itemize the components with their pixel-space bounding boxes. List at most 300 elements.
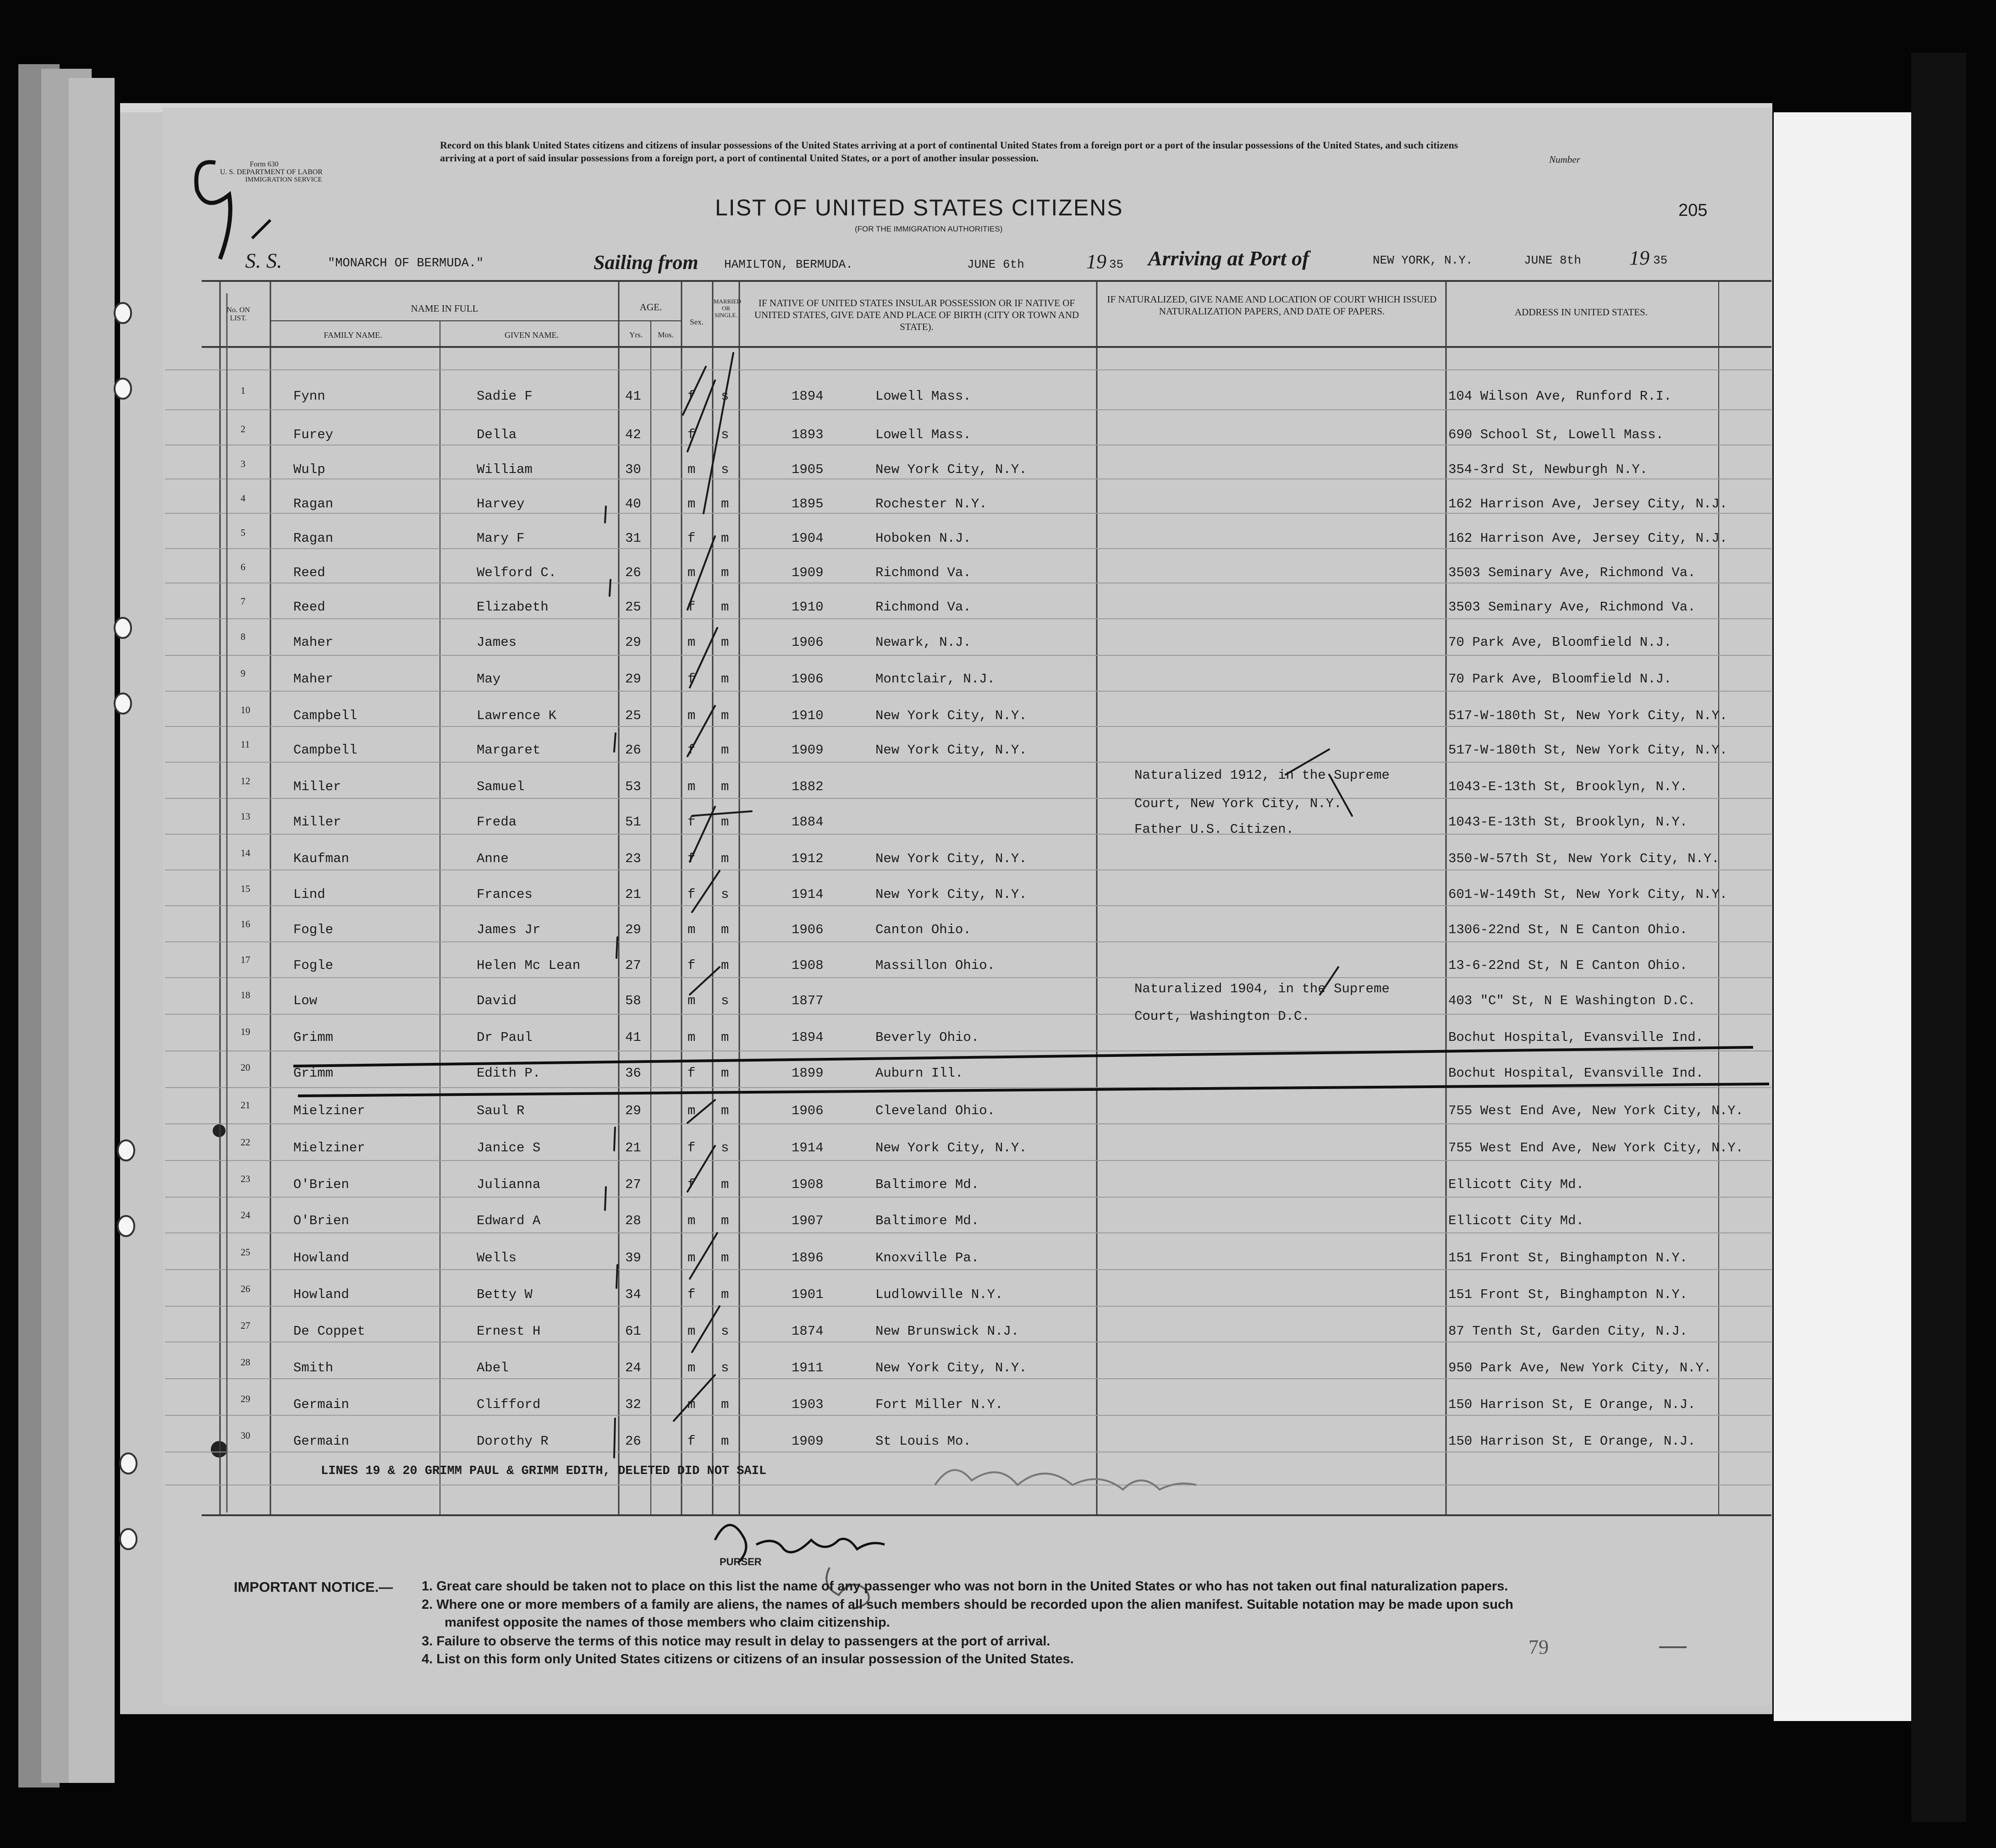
address: 354-3rd St, Newburgh N.Y. [1448, 462, 1648, 477]
row-number: 18 [241, 990, 250, 1001]
row-number: 4 [241, 493, 246, 504]
col-age: AGE. [639, 302, 662, 313]
birth-year: 1909 [792, 565, 824, 580]
arriving-port: NEW YORK, N.Y. [1373, 253, 1473, 267]
age: 29 [625, 922, 641, 937]
birth-year: 1905 [792, 462, 824, 477]
given-name: Dr Paul [477, 1030, 533, 1045]
family-name: O'Brien [293, 1177, 349, 1192]
table-row [0, 739, 1996, 779]
birth-year: 1909 [792, 1434, 824, 1449]
birth-year: 1914 [792, 887, 824, 902]
marital-status: s [721, 1140, 729, 1155]
marital-status: m [721, 1397, 729, 1412]
row-number: 16 [241, 918, 250, 930]
marital-status: m [721, 742, 729, 758]
birth-year: 1906 [792, 1103, 824, 1118]
age: 26 [625, 742, 641, 758]
row-number: 20 [241, 1062, 250, 1073]
marital-status: m [721, 779, 729, 794]
col-given-name: GIVEN NAME. [505, 330, 559, 340]
birth-year: 1884 [792, 814, 824, 830]
age: 61 [625, 1324, 641, 1339]
given-name: Edith P. [477, 1066, 541, 1081]
birth-year: 1896 [792, 1250, 824, 1265]
given-name: Frances [477, 887, 533, 902]
birth-place: New York City, N.Y. [875, 742, 1027, 758]
given-name: Sadie F [477, 389, 533, 404]
given-name: Betty W [477, 1287, 533, 1302]
marital-status: s [721, 1324, 729, 1339]
marital-status: s [721, 1360, 729, 1375]
family-name: Reed [293, 600, 325, 615]
deleted-lines-note: LINES 19 & 20 GRIMM PAUL & GRIMM EDITH, DELETED DID NOT SAIL [321, 1464, 767, 1478]
birth-place: Richmond Va. [875, 565, 971, 580]
given-name: Janice S [477, 1140, 541, 1155]
table-row [0, 1137, 1996, 1177]
marital-status: m [721, 635, 729, 650]
marital-status: m [721, 1434, 729, 1449]
marital-status: m [721, 814, 729, 830]
sex: m [687, 1213, 696, 1228]
family-name: Howland [293, 1250, 349, 1265]
family-name: Howland [293, 1287, 349, 1302]
row-number: 22 [241, 1137, 250, 1148]
age: 26 [625, 565, 641, 580]
age: 26 [625, 1434, 641, 1449]
birth-year: 1909 [792, 742, 824, 758]
notice-item-3: 3. Failure to observe the terms of this notice may result in delay to passengers at the port of arrival. [422, 1634, 1050, 1649]
naturalization-note-1-line-2: Court, New York City, N.Y. [1134, 796, 1342, 811]
col-address: ADDRESS IN UNITED STATES. [1515, 307, 1648, 318]
family-name: Low [293, 993, 318, 1008]
birth-year: 1877 [792, 993, 824, 1008]
row-number: 2 [241, 424, 246, 434]
address: 151 Front St, Binghampton N.Y. [1448, 1287, 1688, 1302]
sex: m [687, 635, 696, 650]
birth-place: Rochester N.Y. [875, 496, 987, 512]
row-number: 17 [241, 954, 250, 965]
row-number: 1 [241, 385, 246, 396]
age: 36 [625, 1066, 641, 1081]
table-row [0, 1100, 1996, 1140]
given-name: Lawrence K [477, 708, 557, 723]
address: 403 "C" St, N E Washington D.C. [1448, 993, 1696, 1008]
sex: m [687, 462, 696, 477]
given-name: Clifford [477, 1397, 541, 1412]
table-row [0, 1320, 1996, 1360]
address: 162 Harrison Ave, Jersey City, N.J. [1448, 531, 1728, 546]
col-naturalized: IF NATURALIZED, GIVE NAME AND LOCATION OF COURT WHICH ISSUED NATURALIZATION PAPERS, AND DATE OF PAPERS. [1107, 294, 1437, 317]
sex: f [687, 389, 696, 404]
table-row [0, 847, 1996, 888]
given-name: Anne [477, 851, 509, 866]
given-name: Elizabeth [477, 600, 549, 615]
sex: f [687, 814, 696, 830]
sex: f [687, 887, 696, 902]
age: 34 [625, 1287, 641, 1302]
birth-place: New York City, N.Y. [875, 887, 1027, 902]
marital-status: m [721, 565, 729, 580]
address: 151 Front St, Binghampton N.Y. [1448, 1250, 1688, 1265]
family-name: Kaufman [293, 851, 349, 866]
arriving-date: JUNE 8th [1524, 253, 1581, 267]
marital-status: m [721, 851, 729, 866]
age: 27 [625, 958, 641, 973]
sex: m [687, 993, 696, 1008]
age: 28 [625, 1213, 641, 1228]
given-name: David [477, 993, 517, 1008]
family-name: Wulp [293, 462, 325, 477]
marital-status: s [721, 887, 729, 902]
birth-year: 1908 [792, 958, 824, 973]
birth-year: 1911 [792, 1360, 824, 1375]
sex: m [687, 779, 696, 794]
table-row [0, 1393, 1996, 1434]
age: 29 [625, 635, 641, 650]
naturalization-note-2-line-1: Naturalized 1904, in the Supreme [1134, 981, 1390, 996]
birth-place: Canton Ohio. [875, 922, 971, 937]
birth-year: 1910 [792, 600, 824, 615]
table-row [0, 1283, 1996, 1324]
table-row [0, 527, 1996, 567]
sailing-label: Sailing from [594, 251, 698, 274]
page-title: LIST OF UNITED STATES CITIZENS [715, 195, 1123, 220]
birth-place: Auburn Ill. [875, 1066, 963, 1081]
given-name: Della [477, 427, 517, 442]
table-row [0, 1430, 1996, 1470]
notice-heading: IMPORTANT NOTICE.— [234, 1579, 393, 1595]
row-number: 11 [241, 739, 250, 750]
table-row [0, 883, 1996, 924]
family-name: Maher [293, 671, 334, 687]
sex: f [687, 671, 696, 687]
form-instructions: Record on this blank United States citizens and citizens of insular possessions of the United States arriving at a port of continental United States from a foreign port or a port of the insular possessions of the United States, and such citizens arriving at a port of said insular possessions from a foreign port, a port of continental United States, or a port of another insular possession. [440, 139, 1458, 164]
given-name: May [477, 671, 501, 687]
marital-status: m [721, 1030, 729, 1045]
address: 601-W-149th St, New York City, N.Y. [1448, 887, 1728, 902]
year-2: 35 [1653, 253, 1668, 267]
marital-status: m [721, 600, 729, 615]
birth-year: 1910 [792, 708, 824, 723]
row-number: 30 [241, 1430, 250, 1441]
given-name: William [477, 462, 533, 477]
sex: f [687, 851, 696, 866]
given-name: Julianna [477, 1177, 541, 1192]
address: 755 West End Ave, New York City, N.Y. [1448, 1103, 1743, 1118]
address: 1306-22nd St, N E Canton Ohio. [1448, 922, 1688, 937]
given-name: Dorothy R [477, 1434, 549, 1449]
address: Ellicott City Md. [1448, 1177, 1584, 1192]
age: 21 [625, 1140, 641, 1155]
address: 517-W-180th St, New York City, N.Y. [1448, 742, 1728, 758]
given-name: Abel [477, 1360, 509, 1375]
address: 1043-E-13th St, Brooklyn, N.Y. [1448, 779, 1688, 794]
family-name: Fogle [293, 958, 334, 973]
notice-item-2: 2. Where one or more members of a family are aliens, the names of all such members should be recorded upon the alien manifest. Suitable notation may be made upon such [422, 1597, 1513, 1612]
family-name: Grimm [293, 1066, 334, 1081]
col-family-name: FAMILY NAME. [324, 330, 382, 340]
address: 150 Harrison St, E Orange, N.J. [1448, 1434, 1696, 1449]
birth-place: New York City, N.Y. [875, 708, 1027, 723]
family-name: O'Brien [293, 1213, 349, 1228]
family-name: Fynn [293, 389, 325, 404]
family-name: Lind [293, 887, 325, 902]
col-name-in-full: NAME IN FULL [411, 303, 478, 314]
birth-place: New Brunswick N.J. [875, 1324, 1019, 1339]
table-row [0, 811, 1996, 851]
family-name: Campbell [293, 742, 357, 758]
given-name: James [477, 635, 517, 650]
birth-place: New York City, N.Y. [875, 851, 1027, 866]
birth-place: Lowell Mass. [875, 427, 971, 442]
purser-label: PURSER [720, 1556, 762, 1568]
family-name: Reed [293, 565, 325, 580]
birth-year: 1874 [792, 1324, 824, 1339]
birth-place: St Louis Mo. [875, 1434, 971, 1449]
sex: m [687, 1103, 696, 1118]
birth-year: 1895 [792, 496, 824, 512]
age: 30 [625, 462, 641, 477]
marital-status: m [721, 671, 729, 687]
table-row [0, 918, 1996, 959]
sex: f [687, 958, 696, 973]
marital-status: m [721, 1250, 729, 1265]
row-number: 29 [241, 1393, 250, 1404]
marital-status: m [721, 922, 729, 937]
marital-status: m [721, 1287, 729, 1302]
age: 58 [625, 993, 641, 1008]
row-number: 3 [241, 458, 246, 469]
address: 517-W-180th St, New York City, N.Y. [1448, 708, 1728, 723]
table-row [0, 596, 1996, 636]
table-row [0, 1357, 1996, 1397]
address: Bochut Hospital, Evansville Ind. [1448, 1030, 1704, 1045]
birth-year: 1893 [792, 427, 824, 442]
address: 70 Park Ave, Bloomfield N.J. [1448, 635, 1672, 650]
family-name: Miller [293, 814, 341, 830]
form-number: Form 630 [250, 160, 279, 168]
address: 755 West End Ave, New York City, N.Y. [1448, 1140, 1743, 1155]
given-name: Freda [477, 814, 517, 830]
birth-year: 1894 [792, 1030, 824, 1045]
row-number: 24 [241, 1210, 250, 1221]
naturalization-note-2-line-2: Court, Washington D.C. [1134, 1009, 1310, 1024]
age: 23 [625, 851, 641, 866]
marital-status: m [721, 1103, 729, 1118]
sex: m [687, 708, 696, 723]
marital-status: m [721, 531, 729, 546]
family-name: Mielziner [293, 1140, 365, 1155]
sex: f [687, 600, 696, 615]
row-number: 8 [241, 631, 246, 642]
birth-place: Fort Miller N.Y. [875, 1397, 1003, 1412]
given-name: Margaret [477, 742, 541, 758]
birth-place: Ludlowville N.Y. [875, 1287, 1003, 1302]
sex: f [687, 427, 696, 442]
birth-year: 1914 [792, 1140, 824, 1155]
col-birth: IF NATIVE OF UNITED STATES INSULAR POSSESSION OR IF NATIVE OF UNITED STATES, GIVE DATE AND PLACE OF BIRTH (CITY OR TOWN AND STATE). [754, 297, 1079, 332]
address: 950 Park Ave, New York City, N.Y. [1448, 1360, 1712, 1375]
table-row [0, 458, 1996, 499]
given-name: Helen Mc Lean [477, 958, 581, 973]
age: 40 [625, 496, 641, 512]
year-prefix-1: 19 [1086, 250, 1106, 273]
table-row [0, 493, 1996, 533]
year-prefix-2: 19 [1629, 247, 1650, 269]
birth-year: 1899 [792, 1066, 824, 1081]
ship-name: "MONARCH OF BERMUDA." [328, 257, 484, 270]
row-number: 9 [241, 668, 246, 679]
age: 39 [625, 1250, 641, 1265]
family-name: Campbell [293, 708, 357, 723]
age: 24 [625, 1360, 641, 1375]
marital-status: s [721, 462, 729, 477]
ss-label: S. S. [245, 249, 282, 272]
table-row [0, 668, 1996, 708]
birth-place: Beverly Ohio. [875, 1030, 979, 1045]
address: 104 Wilson Ave, Runford R.I. [1448, 389, 1672, 404]
marital-status: s [721, 427, 729, 442]
age: 25 [625, 600, 641, 615]
row-number: 25 [241, 1247, 250, 1258]
family-name: Ragan [293, 531, 334, 546]
sex: m [687, 565, 696, 580]
family-name: Maher [293, 635, 334, 650]
table-row [0, 1173, 1996, 1214]
birth-year: 1901 [792, 1287, 824, 1302]
sex: f [687, 1066, 696, 1081]
given-name: Welford C. [477, 565, 557, 580]
birth-year: 1906 [792, 922, 824, 937]
marital-status: m [721, 958, 729, 973]
table-row [0, 776, 1996, 816]
sex: f [687, 1287, 696, 1302]
age: 41 [625, 1030, 641, 1045]
given-name: Samuel [477, 779, 525, 794]
col-sex: Sex. [690, 318, 704, 326]
sex: m [687, 1324, 696, 1339]
page-number: 205 [1678, 201, 1708, 220]
marital-status: m [721, 1213, 729, 1228]
row-number: 28 [241, 1357, 250, 1368]
page-subtitle: (FOR THE IMMIGRATION AUTHORITIES) [855, 225, 1003, 233]
row-number: 27 [241, 1320, 250, 1331]
year-1: 35 [1109, 258, 1124, 271]
birth-place: Newark, N.J. [875, 635, 971, 650]
notice-item-2-cont: manifest opposite the names of those members who claim citizenship. [445, 1615, 890, 1630]
table-row [0, 1026, 1996, 1067]
row-number: 10 [241, 704, 250, 715]
address: 70 Park Ave, Bloomfield N.J. [1448, 671, 1672, 687]
given-name: Saul R [477, 1103, 525, 1118]
row-number: 19 [241, 1026, 250, 1037]
age: 25 [625, 708, 641, 723]
birth-place: New York City, N.Y. [875, 1140, 1027, 1155]
birth-year: 1904 [792, 531, 824, 546]
sailing-from: HAMILTON, BERMUDA. [724, 258, 853, 271]
birth-year: 1912 [792, 851, 824, 866]
family-name: Miller [293, 779, 341, 794]
address: 162 Harrison Ave, Jersey City, N.J. [1448, 496, 1728, 512]
table-row [0, 704, 1996, 745]
birth-place: Montclair, N.J. [875, 671, 995, 687]
sex: m [687, 1360, 696, 1375]
sex: f [687, 1177, 696, 1192]
row-number: 6 [241, 561, 246, 572]
sex: f [687, 742, 696, 758]
row-number: 12 [241, 776, 250, 786]
age: 27 [625, 1177, 641, 1192]
birth-place: Massillon Ohio. [875, 958, 995, 973]
marital-status: m [721, 1066, 729, 1081]
table-row [0, 954, 1996, 995]
sex: f [687, 1434, 696, 1449]
age: 32 [625, 1397, 641, 1412]
marital-status: s [721, 993, 729, 1008]
birth-place: Cleveland Ohio. [875, 1103, 995, 1118]
age: 21 [625, 887, 641, 902]
birth-place: New York City, N.Y. [875, 1360, 1027, 1375]
given-name: Harvey [477, 496, 525, 512]
address: 87 Tenth St, Garden City, N.J. [1448, 1324, 1688, 1339]
birth-year: 1894 [792, 389, 824, 404]
birth-place: New York City, N.Y. [875, 462, 1027, 477]
col-mos: Mos. [658, 330, 674, 339]
notice-item-1: 1. Great care should be taken not to place on this list the name of any passenger who was not born in the United States or who has not taken out final naturalization papers. [422, 1579, 1508, 1594]
address: 3503 Seminary Ave, Richmond Va. [1448, 565, 1696, 580]
address: 350-W-57th St, New York City, N.Y. [1448, 851, 1720, 866]
naturalization-note-1-line-1: Naturalized 1912, in the Supreme [1134, 768, 1390, 783]
sex: m [687, 1397, 696, 1412]
family-name: Germain [293, 1434, 349, 1449]
table-row [0, 385, 1996, 425]
birth-year: 1908 [792, 1177, 824, 1192]
family-name: Smith [293, 1360, 334, 1375]
family-name: Furey [293, 427, 334, 442]
col-yrs: Yrs. [629, 330, 643, 339]
table-row [0, 424, 1996, 464]
sex: m [687, 1030, 696, 1045]
birth-year: 1882 [792, 779, 824, 794]
bottom-page-number: 79 [1529, 1636, 1549, 1658]
sex: m [687, 922, 696, 937]
family-name: Mielziner [293, 1103, 365, 1118]
service-label: IMMIGRATION SERVICE [245, 176, 322, 183]
age: 42 [625, 427, 641, 442]
marital-status: s [721, 389, 729, 404]
given-name: Edward A [477, 1213, 541, 1228]
row-number: 14 [241, 847, 250, 858]
table-row [0, 1062, 1996, 1102]
marital-status: m [721, 1177, 729, 1192]
given-name: Ernest H [477, 1324, 541, 1339]
row-number: 5 [241, 527, 246, 538]
marital-status: m [721, 708, 729, 723]
given-name: Wells [477, 1250, 517, 1265]
table-row [0, 631, 1996, 671]
marital-status: m [721, 496, 729, 512]
address: Ellicott City Md. [1448, 1213, 1584, 1228]
family-name: Grimm [293, 1030, 334, 1045]
address: 13-6-22nd St, N E Canton Ohio. [1448, 958, 1688, 973]
birth-year: 1903 [792, 1397, 824, 1412]
family-name: Fogle [293, 922, 334, 937]
row-number: 23 [241, 1173, 250, 1184]
birth-place: Baltimore Md. [875, 1177, 979, 1192]
arriving-label: Arriving at Port of [1148, 247, 1309, 270]
table-row [0, 990, 1996, 1030]
